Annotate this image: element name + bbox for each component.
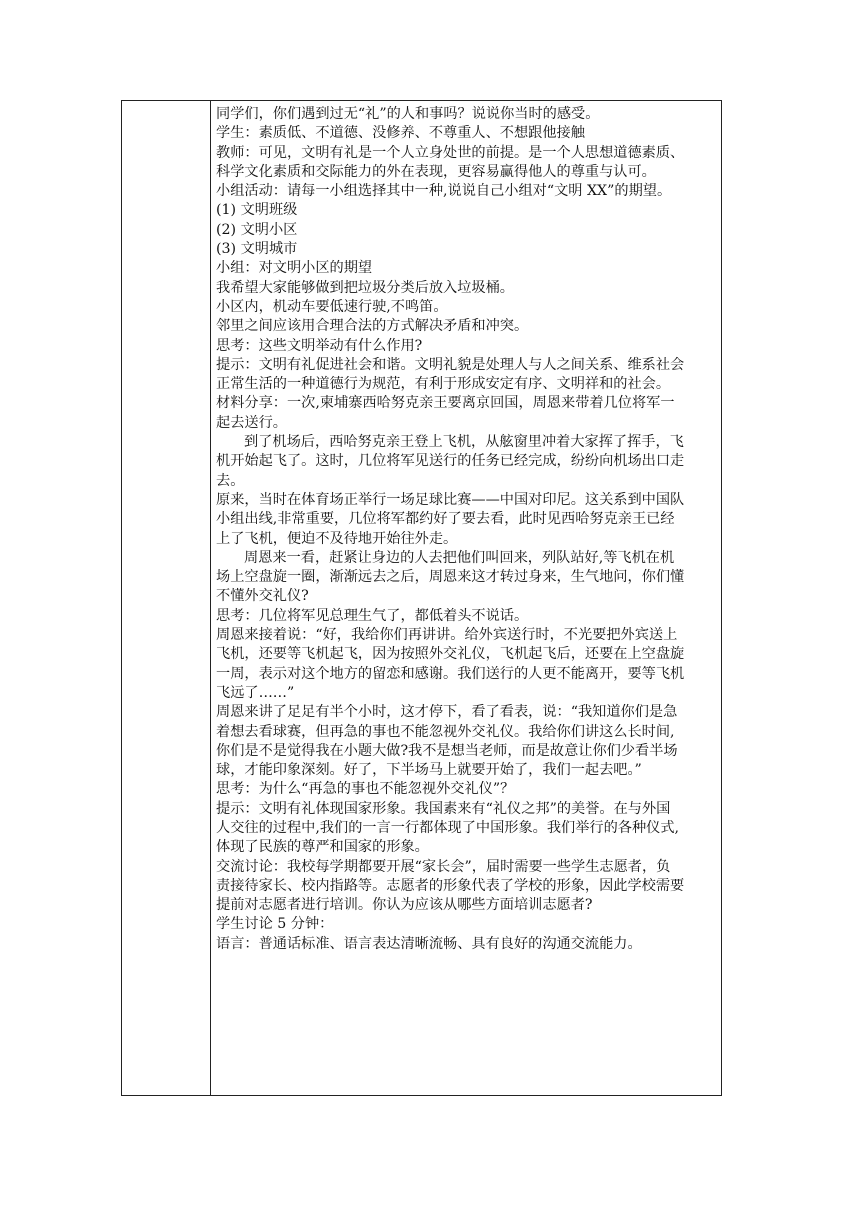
lesson-table bbox=[121, 100, 722, 1096]
text-line: 飞机，还要等飞机起飞，因为按照外交礼仪，飞机起飞后，还要在上空盘旋 bbox=[216, 646, 685, 663]
text-line: 责接待家长、校内指路等。志愿者的形象代表了学校的形象，因此学校需要 bbox=[216, 877, 685, 894]
text-line: 小区内，机动车要低速行驶,不鸣笛。 bbox=[216, 298, 448, 315]
table-left-column bbox=[122, 101, 211, 1095]
text-line: 思考：这些文明举动有什么作用? bbox=[216, 337, 423, 354]
text-line: 提示：文明有礼促进社会和谐。文明礼貌是处理人与人之间关系、维系社会 bbox=[216, 356, 685, 373]
text-line: 周恩来接着说：“好，我给你们再讲讲。给外宾送行时，不光要把外宾送上 bbox=[216, 627, 678, 644]
text-line: 提示：文明有礼体现国家形象。我国素来有“礼仪之邦”的美誉。在与外国 bbox=[216, 800, 671, 817]
text-line: 同学们，你们遇到过无“礼”的人和事吗？说说你当时的感受。 bbox=[216, 106, 600, 122]
text-line: 周恩来一看，赶紧让身边的人去把他们叫回来，列队站好,等飞机在机 bbox=[244, 549, 675, 566]
text-line: 去。 bbox=[216, 472, 245, 489]
list-item: (3) 文明城市 bbox=[216, 241, 298, 258]
text-line: 思考：几位将军见总理生气了，都低着头不说话。 bbox=[216, 607, 529, 624]
list-item: (1) 文明班级 bbox=[216, 202, 298, 219]
text-line: 交流讨论：我校每学期都要开展“家长会”，届时需要一些学生志愿者，负 bbox=[216, 858, 671, 875]
text-line: 教师：可见，文明有礼是一个人立身处世的前提。是一个人思想道德素质、 bbox=[216, 144, 685, 161]
text-line: 小组出线,非常重要，几位将军都约好了要去看，此时见西哈努克亲王已经 bbox=[216, 511, 675, 528]
text-line: 学生讨论 5 分钟： bbox=[216, 916, 334, 933]
text-line: 起去送行。 bbox=[216, 414, 287, 431]
text-line: 原来，当时在体育场正举行一场足球比赛——中国对印尼。这关系到中国队 bbox=[216, 491, 685, 508]
text-line: 不懂外交礼仪? bbox=[216, 588, 309, 605]
text-line: 科学文化素质和交际能力的外在表现，更容易赢得他人的尊重与认可。 bbox=[216, 163, 656, 180]
text-line: 上了飞机，便迫不及待地开始往外走。 bbox=[216, 530, 458, 547]
text-line: 场上空盘旋一圈，渐渐远去之后，周恩来这才转过身来，生气地问，你们懂 bbox=[216, 569, 685, 586]
text-line: 提前对志愿者进行培训。你认为应该从哪些方面培训志愿者? bbox=[216, 897, 593, 914]
text-line: 邻里之间应该用合理合法的方式解决矛盾和冲突。 bbox=[216, 318, 529, 335]
text-line: 飞远了……” bbox=[216, 684, 295, 701]
text-line: 学生：素质低、不道德、没修养、不尊重人、不想跟他接触 bbox=[216, 125, 585, 142]
text-line: 到了机场后，西哈努克亲王登上飞机，从舷窗里冲着大家挥了挥手，飞 bbox=[244, 434, 684, 451]
text-line: 你们是不是觉得我在小题大做?我不是想当老师，而是故意让你们少看半场 bbox=[216, 742, 678, 759]
text-line: 语言：普通话标准、语言表达清晰流畅、具有良好的沟通交流能力。 bbox=[216, 935, 642, 952]
text-line: 小组活动：请每一小组选择其中一种,说说自己小组对“文明 XX”的期望。 bbox=[216, 183, 672, 200]
text-line: 材料分享：一次,柬埔寨西哈努克亲王要离京回国，周恩来带着几位将军一 bbox=[216, 395, 675, 412]
text-line: 我希望大家能够做到把垃圾分类后放入垃圾桶。 bbox=[216, 279, 514, 296]
text-line: 一周，表示对这个地方的留恋和感谢。我们送行的人更不能离开，要等飞机 bbox=[216, 665, 685, 682]
text-line: 体现了民族的尊严和国家的形象。 bbox=[216, 839, 429, 856]
text-line: 人交往的过程中,我们的一言一行都体现了中国形象。我们举行的各种仪式, bbox=[216, 819, 680, 836]
text-line: 小组：对文明小区的期望 bbox=[216, 260, 373, 277]
table-content-cell bbox=[211, 101, 721, 1095]
text-line: 周恩来讲了足足有半个小时，这才停下，看了看表，说：“我知道你们是急 bbox=[216, 704, 678, 721]
text-line: 正常生活的一种道德行为规范，有利于形成安定有序、文明祥和的社会。 bbox=[216, 376, 671, 393]
text-line: 着想去看球赛，但再急的事也不能忽视外交礼仪。我给你们讲这么长时间, bbox=[216, 723, 675, 740]
text-line: 球，才能印象深刻。好了，下半场马上就要开始了，我们一起去吧。” bbox=[216, 762, 642, 779]
list-item: (2) 文明小区 bbox=[216, 221, 298, 238]
text-line: 机开始起飞了。这时，几位将军见送行的任务已经完成，纷纷向机场出口走 bbox=[216, 453, 685, 470]
text-line: 思考：为什么“再急的事也不能忽视外交礼仪”？ bbox=[216, 781, 515, 798]
